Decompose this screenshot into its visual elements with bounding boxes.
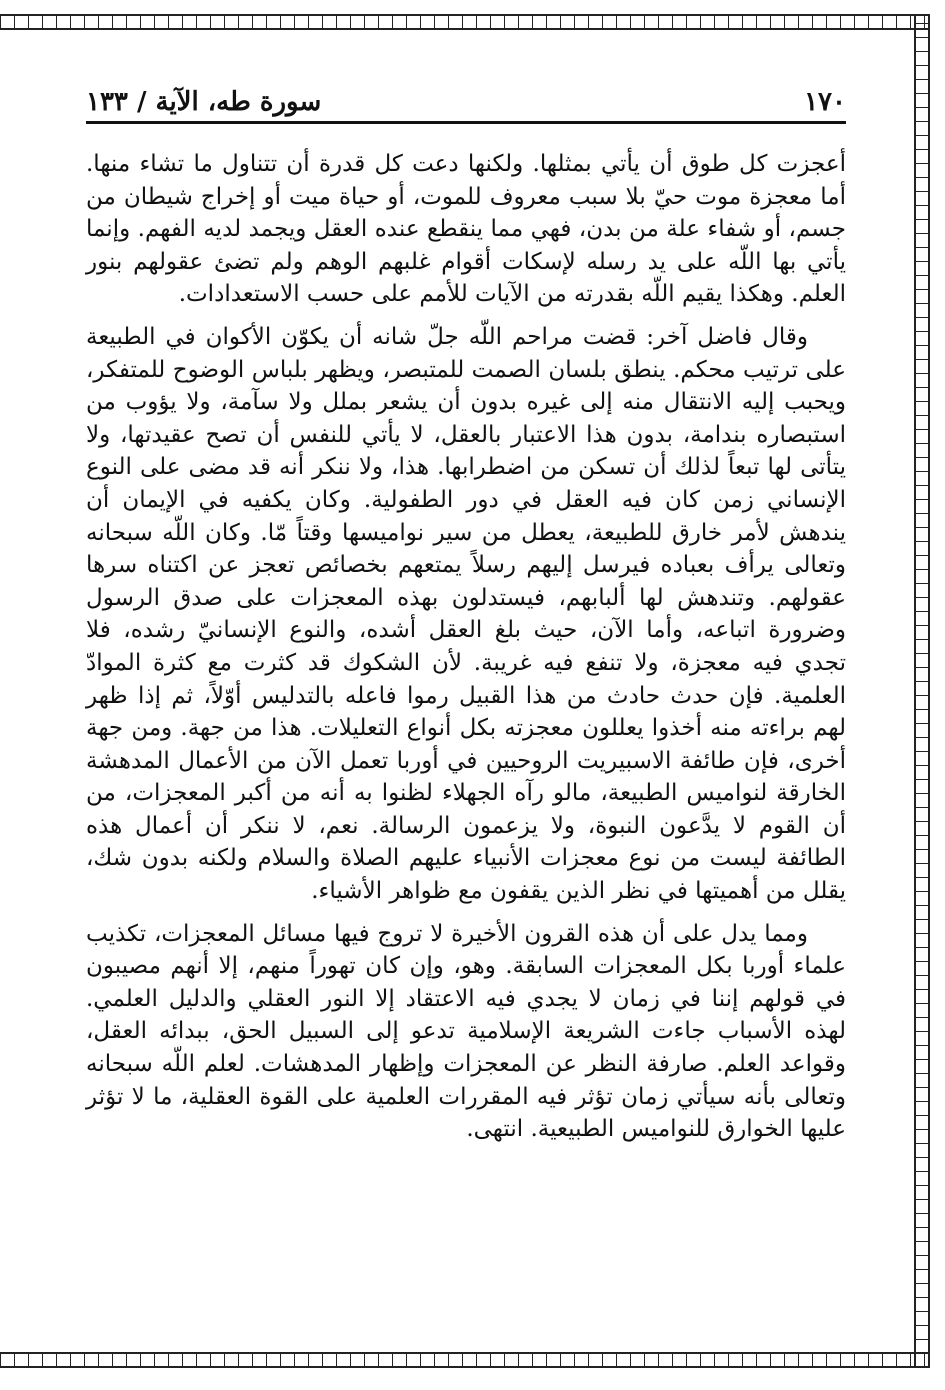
page-header [86, 78, 846, 124]
page-number: ١٧٠ [804, 87, 846, 117]
running-title: سورة طه، الآية / ١٣٣ [86, 87, 322, 117]
page-body [86, 148, 846, 1156]
paragraph-1: أعجزت كل طوق أن يأتي بمثلها. ولكنها دعت كل قدرة أن تتناول ما تشاء منها. أما معجزة موت حيّ بلا سبب معروف للموت، أو حياة ميت أو إخراج شيطان من جسم، أو شفاء علة من بدن، فهي مما ينقطع عنده العقل ويجمد لديه الفهم. وإنما يأتي بها اللّه على يد رسله لإسكات أقوام غلبهم الوهم ولم تضئ عقولهم بنور العلم. وهكذا يقيم اللّه بقدرته من الآيات للأمم على حسب الاستعدادات. [86, 151, 846, 308]
decorative-border-bottom [0, 1352, 930, 1368]
paragraph-3: ومما يدل على أن هذه القرون الأخيرة لا تروج فيها مسائل المعجزات، تكذيب علماء أوربا بكل المعجزات السابقة. وهو، وإن كان تهوراً منهم، إلا أنهم مصيبون في قولهم إننا في زمان لا يجدي فيه الاعتقاد إلا النور العقلي والدليل العلمي. لهذه الأسباب جاءت الشريعة الإسلامية تدعو إلى السبيل الحق، ببدائه العقل، وقواعد العلم. صارفة النظر عن المعجزات وإظهار المدهشات. لعلم اللّه سبحانه وتعالى بأنه سيأتي زمان تؤثر فيه المقررات العلمية على القوة العقلية، ما لا تؤثر عليها الخوارق للنواميس الطبيعية. انتهى. [86, 920, 846, 1143]
decorative-border-right [914, 14, 930, 1368]
paragraph-2: وقال فاضل آخر: قضت مراحم اللّه جلّ شانه أن يكوّن الأكوان في الطبيعة على ترتيب محكم. ينطق بلسان الصمت للمتبصر، ويظهر بلباس الوضوح للمتفكر، ويحبب إليه الانتقال منه إلى غيره بدون أن يشعر بملل ولا سآمة، ولا يؤوب من استبصاره بندامة، بدون هذا الاعتبار بالعقل، لا يأتي للنفس أن تصح عقيدتها، ولا يتأتى لها تبعاً لذلك أن تسكن من اضطرابها. هذا، ولا ننكر أنه قد مضى على النوع الإنساني زمن كان فيه العقل في دور الطفولية. وكان يكفيه في الإيمان أن يندهش لأمر خارق للطبيعة، يعطل من سير نواميسها وقتاً مّا. وكان اللّه سبحانه وتعالى يرأف بعباده فيرسل إليهم رسلاً يمتعهم بخصائص تعجز عن اكتناه سرها عقولهم. وتندهش لها ألبابهم، فيستدلون بهذه المعجزات على صدق الرسول وضرورة اتباعه، وأما الآن، حيث بلغ العقل أشده، والنوع الإنسانيّ رشده، فلا تجدي فيه معجزة، ولا تنفع فيه غريبة. لأن الشكوك قد كثرت مع كثرة الموادّ العلمية. فإن حدث حادث من هذا القبيل رموا فاعله بالتدليس أوّلاً، ثم إذا ظهر لهم براءته منه أخذوا يعللون معجزته بكل أنواع التعليلات. هذا من جهة. ومن جهة أخرى، فإن طائفة الاسبيريت الروحيين في أوربا تعمل الآن من الأعمال المدهشة الخارقة لنواميس الطبيعة، مالو رآه الجهلاء لظنوا به أنه من أكبر المعجزات، من أن القوم لا يدَّعون النبوة، ولا يزعمون الرسالة. نعم، لا ننكر أن أعمال هذه الطائفة ليست من نوع معجزات الأنبياء عليهم الصلاة والسلام ولكنه بدون شك، يقلل من أهميتها في نظر الذين يقفون مع ظواهر الأشياء. [86, 323, 846, 905]
decorative-border-top [0, 14, 930, 30]
